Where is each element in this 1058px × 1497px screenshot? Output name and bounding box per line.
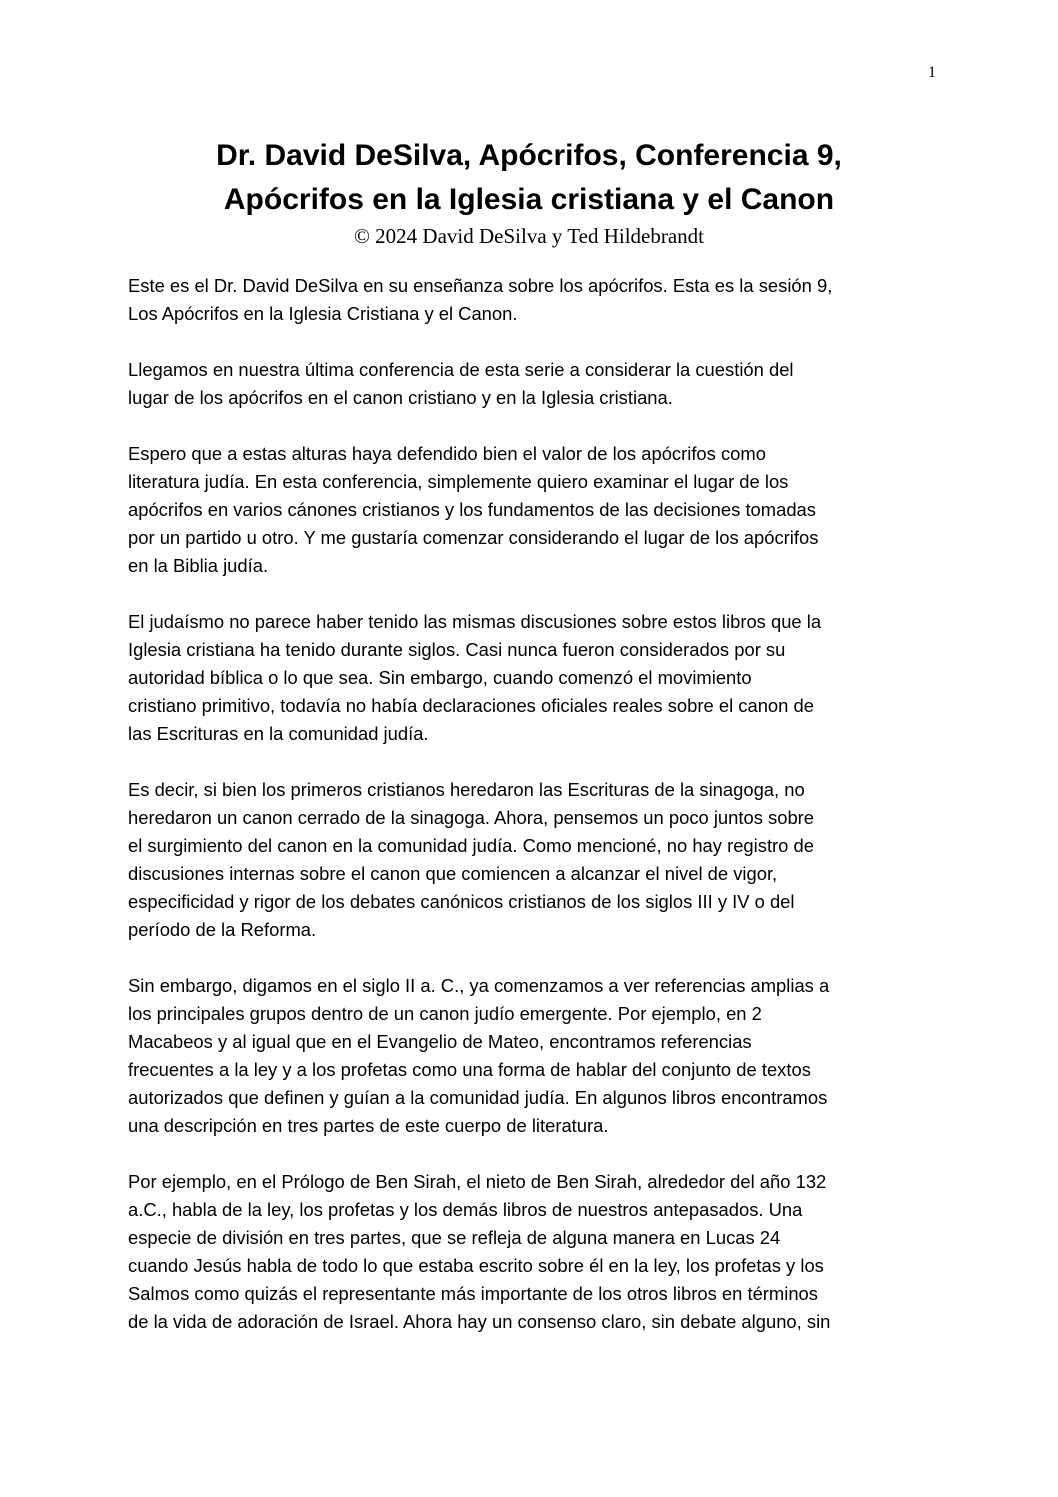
title-line-2: Apócrifos en la Iglesia cristiana y el Canon: [223, 183, 835, 216]
paragraph-line: lugar de los apócrifos en el canon cristiano y en la Iglesia cristiana.: [128, 387, 673, 408]
paragraph-line: especificidad y rigor de los debates canónicos cristianos de los siglos III y IV o del: [128, 891, 795, 912]
paragraph-line: una descripción en tres partes de este cuerpo de literatura.: [128, 1115, 609, 1136]
paragraph-line: heredaron un canon cerrado de la sinagoga. Ahora, pensemos un poco juntos sobre: [128, 807, 815, 828]
paragraph-line: apócrifos en varios cánones cristianos y los fundamentos de las decisiones tomadas: [128, 499, 816, 520]
paragraph-line: los principales grupos dentro de un canon judío emergente. Por ejemplo, en 2: [128, 1003, 762, 1024]
document-title: [0, 134, 1058, 222]
paragraph-line: de la vida de adoración de Israel. Ahora hay un consenso claro, sin debate alguno, sin: [128, 1311, 831, 1332]
paragraph-line: las Escrituras en la comunidad judía.: [128, 723, 429, 744]
paragraph: [128, 972, 938, 1140]
paragraph-line: Espero que a estas alturas haya defendido bien el valor de los apócrifos como: [128, 443, 766, 464]
paragraph-line: Macabeos y al igual que en el Evangelio de Mateo, encontramos referencias: [128, 1031, 752, 1052]
paragraph-line: El judaísmo no parece haber tenido las mismas discusiones sobre estos libros que la: [128, 611, 822, 632]
paragraph-line: Iglesia cristiana ha tenido durante siglos. Casi nunca fueron considerados por su: [128, 639, 786, 660]
paragraph-line: Sin embargo, digamos en el siglo II a. C., ya comenzamos a ver referencias amplias a: [128, 975, 830, 996]
paragraph: [128, 356, 938, 412]
paragraph-line: en la Biblia judía.: [128, 555, 269, 576]
paragraph-line: período de la Reforma.: [128, 919, 317, 940]
paragraph-line: por un partido u otro. Y me gustaría comenzar considerando el lugar de los apócrifos: [128, 527, 819, 548]
paragraph-line: cristiano primitivo, todavía no había declaraciones oficiales reales sobre el canon de: [128, 695, 814, 716]
paragraph-line: cuando Jesús habla de todo lo que estaba escrito sobre él en la ley, los profetas y los: [128, 1255, 824, 1276]
paragraph-line: Es decir, si bien los primeros cristianos heredaron las Escrituras de la sinagoga, no: [128, 779, 805, 800]
paragraph-line: discusiones internas sobre el canon que comiencen a alcanzar el nivel de vigor,: [128, 863, 778, 884]
copyright-line: © 2024 David DeSilva y Ted Hildebrandt: [353, 224, 705, 248]
page-number: 1: [928, 64, 936, 81]
paragraph-line: Por ejemplo, en el Prólogo de Ben Sirah, el nieto de Ben Sirah, alrededor del año 132: [128, 1171, 827, 1192]
paragraph: [128, 608, 938, 748]
paragraph: [128, 440, 938, 580]
paragraph-line: Los Apócrifos en la Iglesia Cristiana y el Canon.: [128, 303, 518, 324]
paragraph: [128, 776, 938, 944]
paragraph-line: autorizados que definen y guían a la comunidad judía. En algunos libros encontramos: [128, 1087, 828, 1108]
paragraph-line: especie de división en tres partes, que se refleja de alguna manera en Lucas 24: [128, 1227, 781, 1248]
document-body: [128, 272, 938, 1364]
paragraph-line: autoridad bíblica o lo que sea. Sin embargo, cuando comenzó el movimiento: [128, 667, 752, 688]
title-line-1: Dr. David DeSilva, Apócrifos, Conferencia 9,: [216, 139, 842, 172]
paragraph-line: el surgimiento del canon en la comunidad judía. Como mencioné, no hay registro de: [128, 835, 814, 856]
paragraph: [128, 1168, 938, 1336]
paragraph-line: Llegamos en nuestra última conferencia de esta serie a considerar la cuestión del: [128, 359, 794, 380]
paragraph-line: frecuentes a la ley y a los profetas como una forma de hablar del conjunto de textos: [128, 1059, 811, 1080]
paragraph-line: Salmos como quizás el representante más importante de los otros libros en términos: [128, 1283, 818, 1304]
paragraph-line: a.C., habla de la ley, los profetas y los demás libros de nuestros antepasados. Una: [128, 1199, 803, 1220]
paragraph-line: Este es el Dr. David DeSilva en su enseñanza sobre los apócrifos. Esta es la sesión 9,: [128, 275, 833, 296]
paragraph-line: literatura judía. En esta conferencia, simplemente quiero examinar el lugar de los: [128, 471, 789, 492]
paragraph: [128, 272, 938, 328]
